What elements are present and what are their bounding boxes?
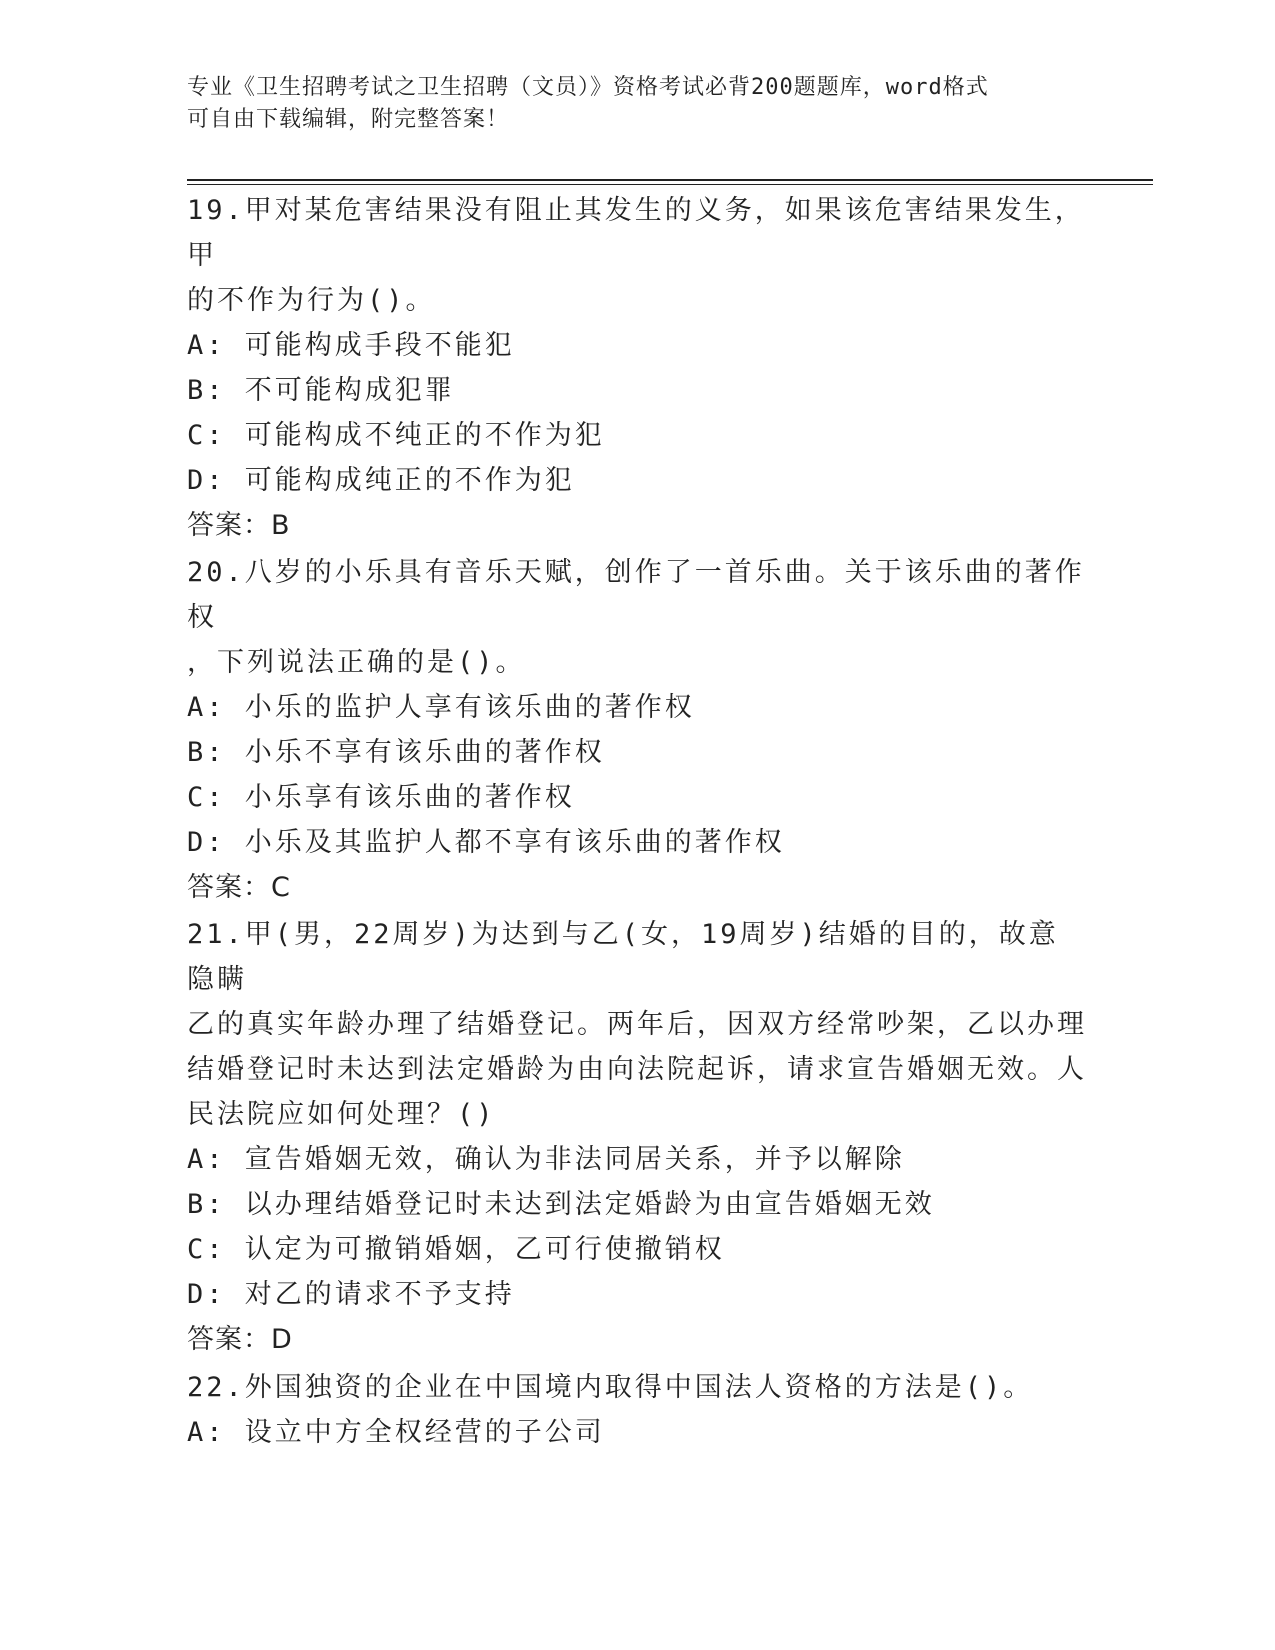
- option-c: C: 小乐享有该乐曲的著作权: [187, 782, 575, 813]
- option-c: C: 可能构成不纯正的不作为犯: [187, 420, 605, 451]
- stem-line: 22.外国独资的企业在中国境内取得中国法人资格的方法是()。: [187, 1372, 1034, 1403]
- stem-line: 民法院应如何处理？(): [187, 1099, 496, 1130]
- question-stem: [187, 1365, 1087, 1410]
- option-b: B: 以办理结婚登记时未达到法定婚龄为由宣告婚姻无效: [187, 1189, 935, 1220]
- option-a: A: 宣告婚姻无效，确认为非法同居关系，并予以解除: [187, 1144, 905, 1175]
- question-19: [187, 188, 1087, 548]
- option-d: D: 小乐及其监护人都不享有该乐曲的著作权: [187, 827, 785, 858]
- question-stem: [187, 912, 1087, 1137]
- question-21: [187, 912, 1087, 1362]
- answer: 答案：D: [187, 1324, 293, 1355]
- option-a: A: 可能构成手段不能犯: [187, 330, 515, 361]
- stem-line: 乙的真实年龄办理了结婚登记。两年后，因双方经常吵架，乙以办理: [187, 1009, 1087, 1040]
- stem-line: 19.甲对某危害结果没有阻止其发生的义务，如果该危害结果发生，甲: [187, 195, 1085, 271]
- stem-line: 21.甲(男，22周岁)为达到与乙(女，19周岁)结婚的目的，故意隐瞒: [187, 919, 1059, 995]
- option-b: B: 不可能构成犯罪: [187, 375, 455, 406]
- header-line-2: 可自由下载编辑，附完整答案！: [187, 107, 510, 132]
- option-b: B: 小乐不享有该乐曲的著作权: [187, 737, 605, 768]
- document-header: [187, 72, 1067, 136]
- stem-line: 的不作为行为()。: [187, 285, 436, 316]
- header-line-1: 专业《卫生招聘考试之卫生招聘（文员）》资格考试必背200题题库，word格式: [187, 75, 989, 100]
- option-d: D: 对乙的请求不予支持: [187, 1279, 515, 1310]
- header-rule-thick: [187, 179, 1153, 181]
- stem-line: ，下列说法正确的是()。: [187, 647, 526, 678]
- stem-line: 结婚登记时未达到法定婚龄为由向法院起诉，请求宣告婚姻无效。人: [187, 1054, 1087, 1085]
- option-a: A: 设立中方全权经营的子公司: [187, 1417, 605, 1448]
- question-stem: [187, 550, 1087, 685]
- answer: 答案：C: [187, 872, 291, 903]
- stem-line: 20.八岁的小乐具有音乐天赋，创作了一首乐曲。关于该乐曲的著作权: [187, 557, 1085, 633]
- question-22: [187, 1365, 1087, 1455]
- header-rule-thin: [187, 184, 1153, 185]
- option-d: D: 可能构成纯正的不作为犯: [187, 465, 575, 496]
- question-stem: [187, 188, 1087, 323]
- question-20: [187, 550, 1087, 910]
- option-a: A: 小乐的监护人享有该乐曲的著作权: [187, 692, 695, 723]
- answer: 答案：B: [187, 510, 291, 541]
- option-c: C: 认定为可撤销婚姻，乙可行使撤销权: [187, 1234, 725, 1265]
